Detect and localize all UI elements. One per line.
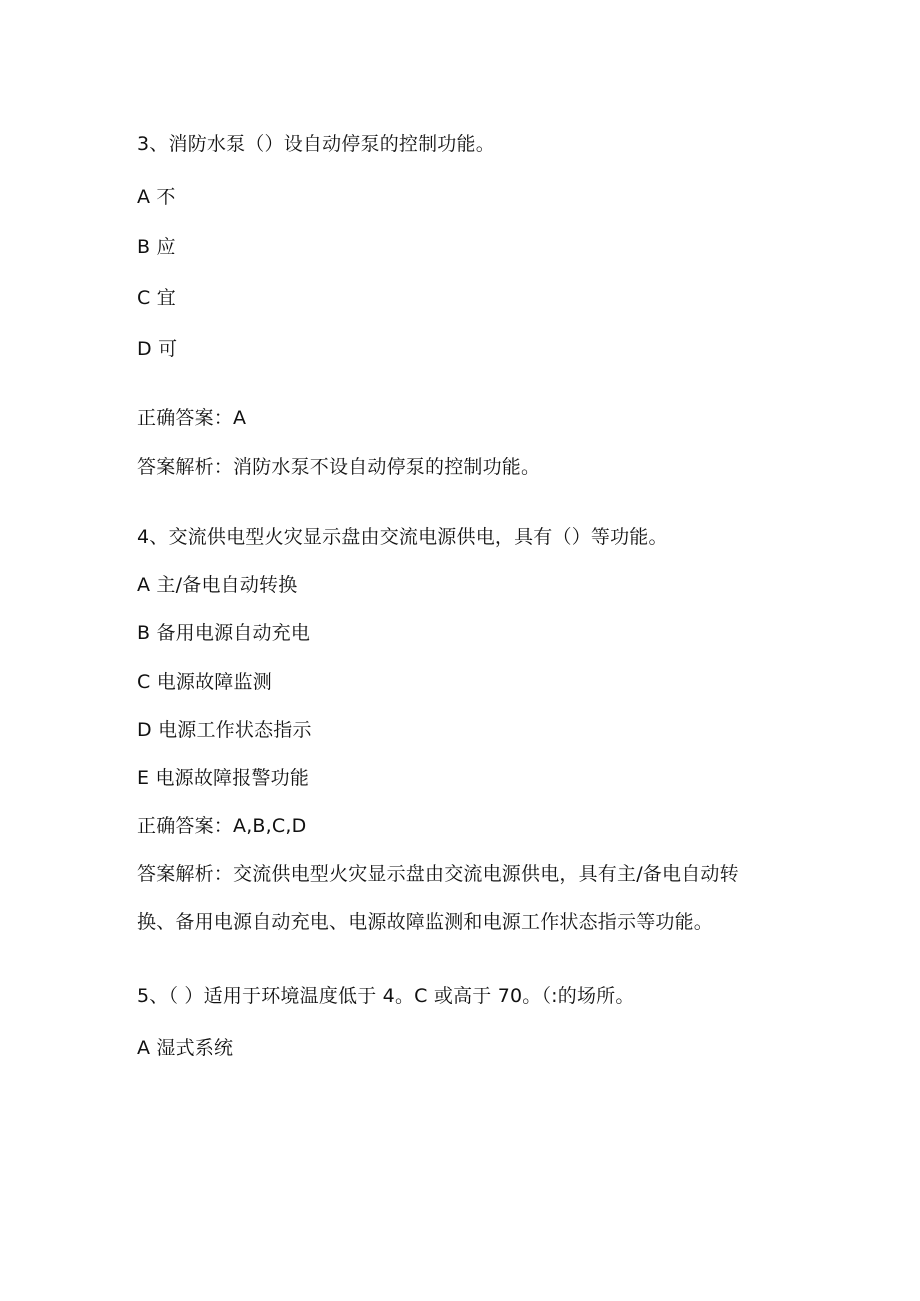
- question-3-analysis: 答案解析：消防水泵不设自动停泵的控制功能。: [137, 456, 541, 478]
- question-4-stem: 4、交流供电型火灾显示盘由交流电源供电，具有（）等功能。: [137, 526, 668, 548]
- question-3-option-c: C 宜: [137, 287, 176, 309]
- question-3-option-b: B 应: [137, 236, 176, 258]
- question-4-option-a: A 主/备电自动转换: [137, 574, 298, 596]
- question-4-answer: 正确答案：A,B,C,D: [137, 815, 307, 837]
- question-5-stem: 5、（ ）适用于环境温度低于 4。C 或高于 70。（:的场所。: [137, 985, 635, 1007]
- question-4-option-c: C 电源故障监测: [137, 671, 272, 693]
- question-5-option-a: A 湿式系统: [137, 1037, 234, 1059]
- question-4-option-e: E 电源故障报警功能: [137, 767, 310, 789]
- question-3-stem: 3、消防水泵（）设自动停泵的控制功能。: [137, 133, 495, 155]
- question-4-analysis-line-2: 换、备用电源自动充电、电源故障监测和电源工作状态指示等功能。: [137, 911, 714, 933]
- question-3-answer: 正确答案：A: [137, 407, 247, 429]
- question-4-option-b: B 备用电源自动充电: [137, 622, 311, 644]
- question-4-analysis-line-1: 答案解析：交流供电型火灾显示盘由交流电源供电，具有主/备电自动转: [137, 863, 739, 885]
- question-3-option-a: A 不: [137, 186, 176, 208]
- question-3-option-d: D 可: [137, 338, 178, 360]
- question-4-option-d: D 电源工作状态指示: [137, 719, 312, 741]
